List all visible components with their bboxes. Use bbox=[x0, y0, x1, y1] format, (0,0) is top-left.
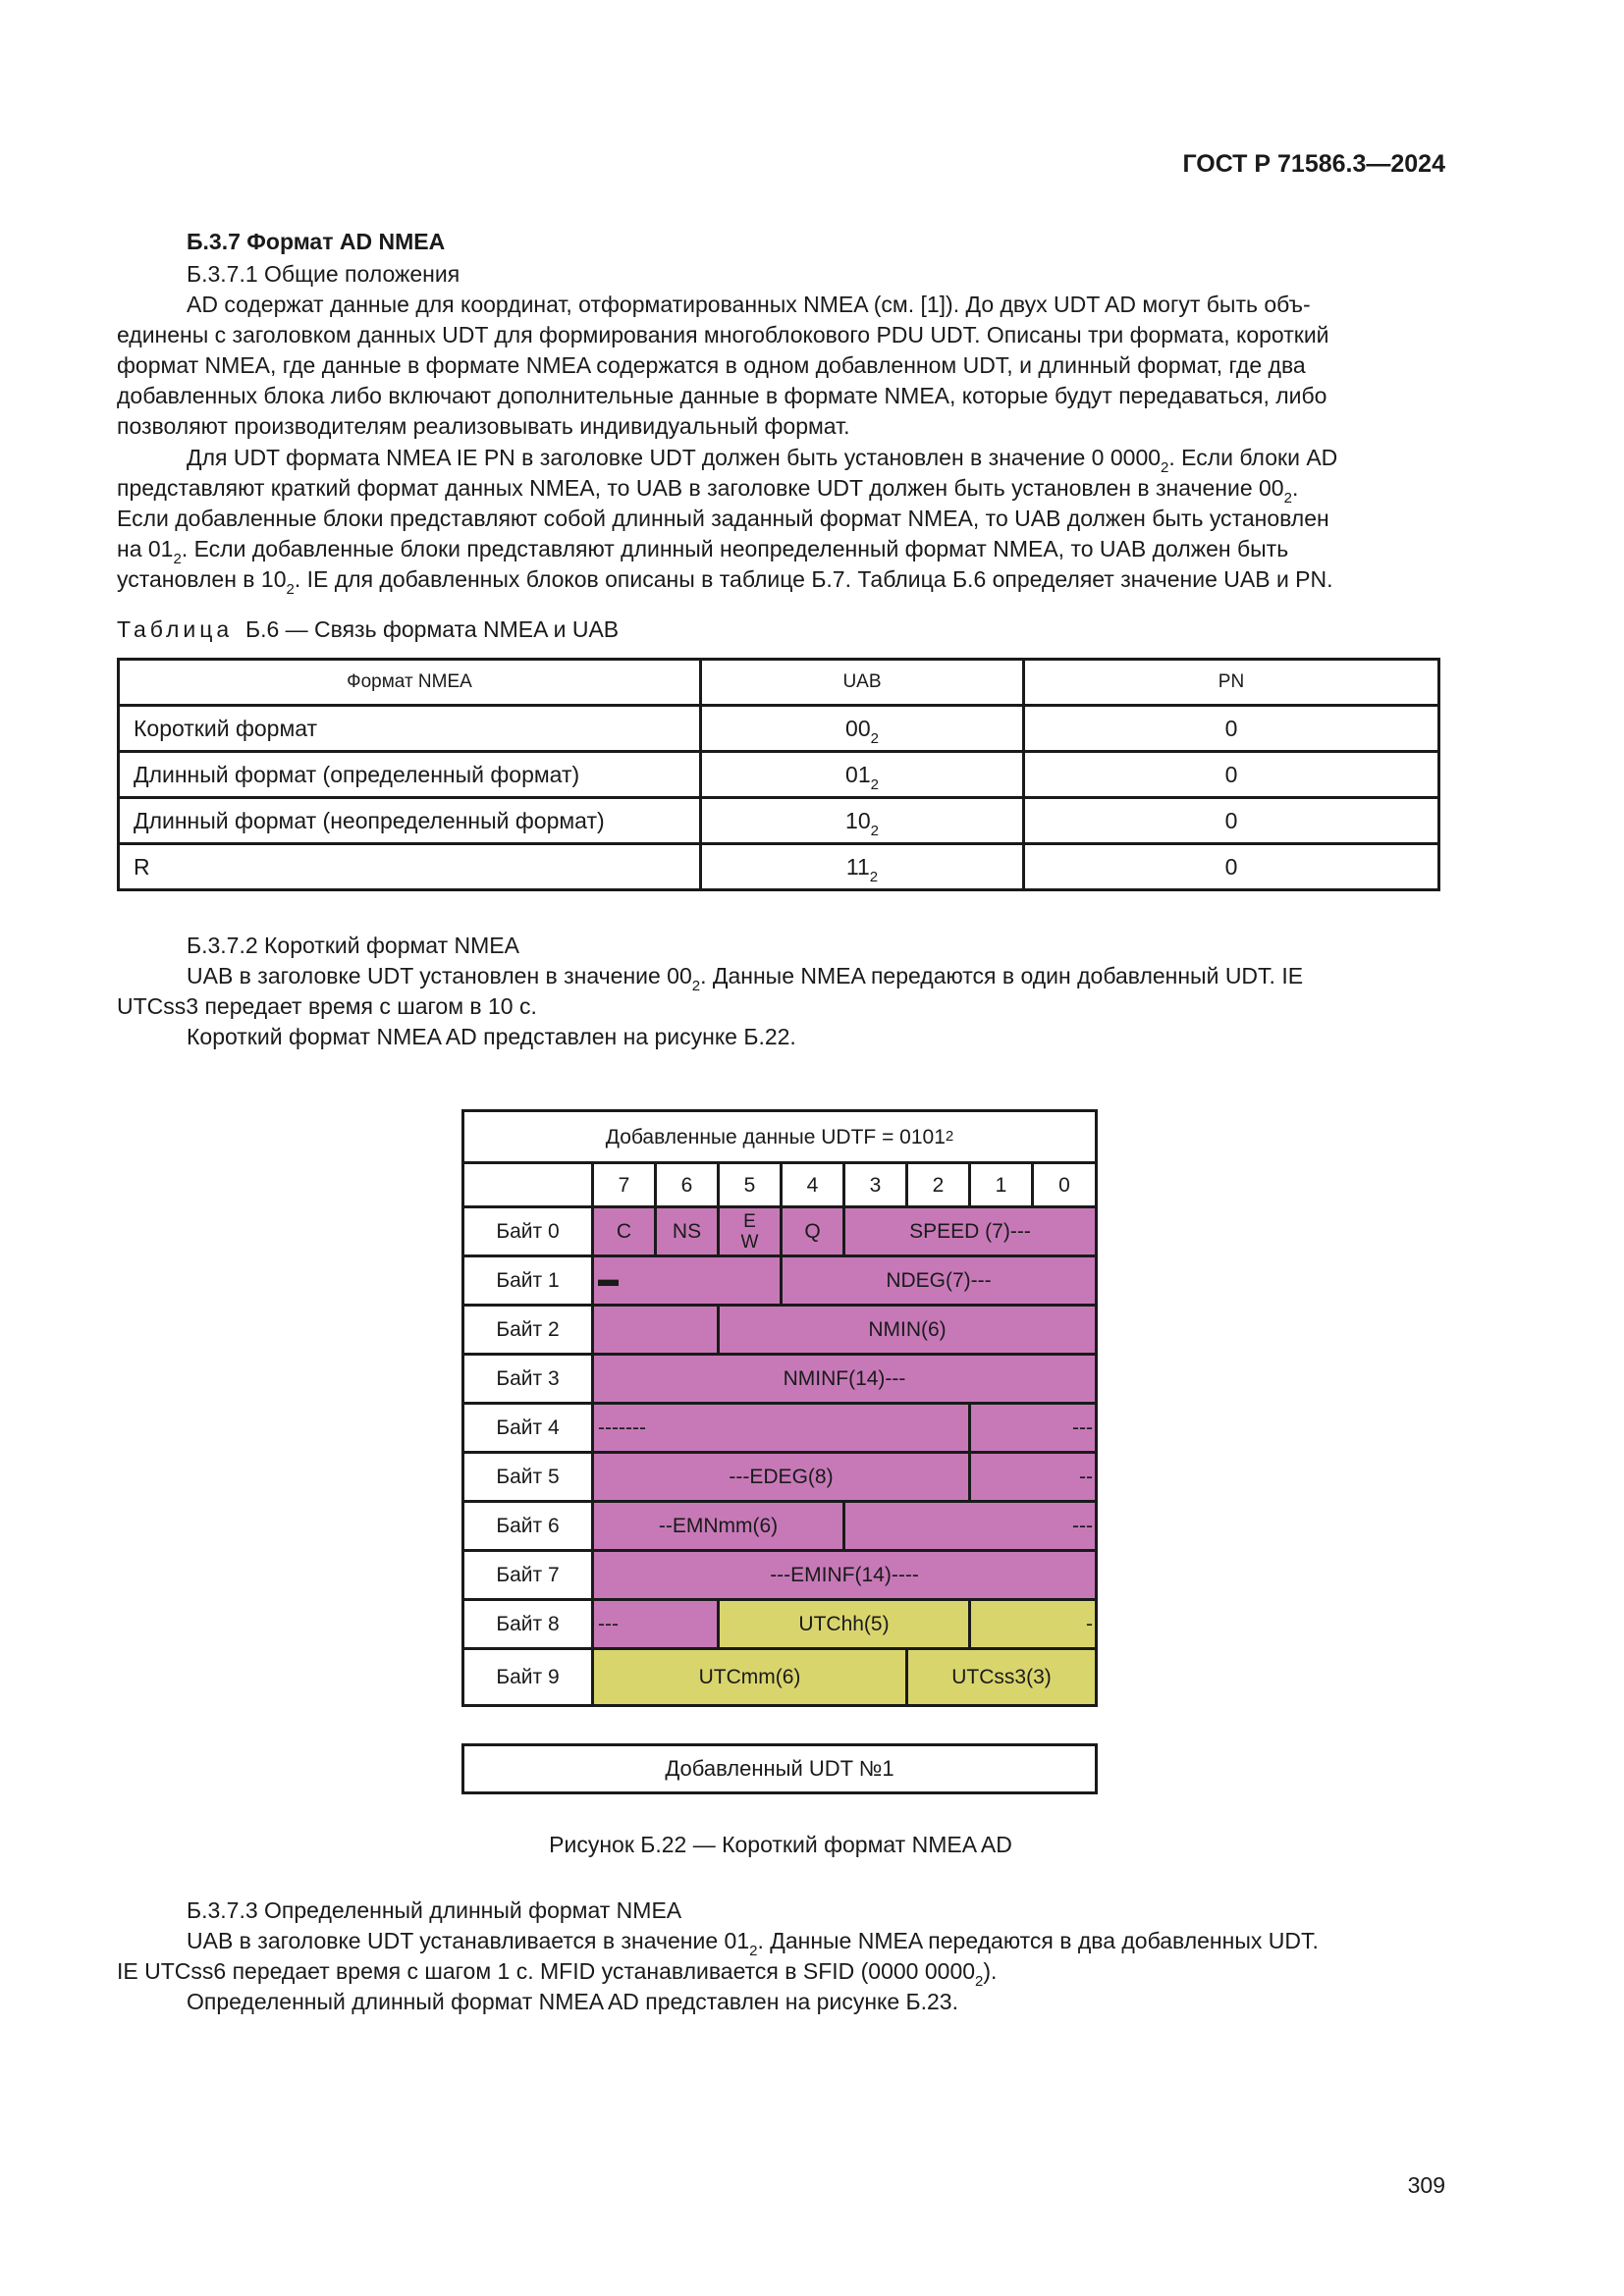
byte-label: Байт 0 bbox=[461, 1205, 594, 1257]
bit-header-blank bbox=[461, 1161, 594, 1208]
field-q: Q bbox=[780, 1205, 845, 1257]
field-utchh: UTChh(5) bbox=[717, 1598, 971, 1650]
subsection-title-3: Б.3.7.3 Определенный длинный формат NMEA bbox=[187, 1897, 682, 1923]
field-utcmm-start: - bbox=[968, 1598, 1098, 1650]
cell-format: Длинный формат (неопределенный формат) bbox=[119, 798, 701, 844]
table-caption-text: Б.6 — Связь формата NMEA и UAB bbox=[244, 616, 620, 642]
cell-uab: $10_2$ bbox=[701, 798, 1024, 844]
field-ndeg: NDEG(7)--- bbox=[780, 1255, 1098, 1307]
field-ndeg-continuation: ▬ bbox=[591, 1255, 783, 1307]
subsection-title-1: Б.3.7.1 Общие положения bbox=[187, 261, 460, 287]
field-eminf-cont: --- bbox=[591, 1598, 720, 1650]
subsection-title-2: Б.3.7.2 Короткий формат NMEA bbox=[187, 933, 519, 958]
field-nminf: NMINF(14)--- bbox=[591, 1353, 1098, 1405]
cell-format: R bbox=[119, 844, 701, 890]
field-utcss3: UTCss3(3) bbox=[905, 1647, 1098, 1707]
p3-line: Короткий формат NMEA AD представлен на рисунке Б.22. bbox=[187, 1024, 796, 1049]
nmea-short-format-figure bbox=[461, 1109, 1098, 1707]
field-utcmm: UTCmm(6) bbox=[591, 1647, 908, 1707]
p2-line: на $01_2$. Если добавленные блоки представляют длинный неопределенный формат NMEA, то UAB должен быть bbox=[117, 536, 1289, 567]
bit-2: 2 bbox=[905, 1161, 971, 1208]
byte-label: Байт 1 bbox=[461, 1255, 594, 1307]
byte-label: Байт 7 bbox=[461, 1549, 594, 1601]
table-row bbox=[119, 844, 1439, 890]
table-header-row bbox=[119, 660, 1439, 706]
field-ndeg-tail bbox=[591, 1304, 720, 1356]
bit-1: 1 bbox=[968, 1161, 1034, 1208]
paragraph-1 bbox=[117, 290, 1438, 442]
byte-label: Байт 3 bbox=[461, 1353, 594, 1405]
byte-label: Байт 5 bbox=[461, 1451, 594, 1503]
cell-pn: 0 bbox=[1024, 798, 1439, 844]
field-c: C bbox=[591, 1205, 657, 1257]
field-emnmm-start: -- bbox=[968, 1451, 1098, 1503]
cell-uab: $01_2$ bbox=[701, 752, 1024, 798]
page-number: 309 bbox=[1407, 2172, 1445, 2198]
p2-line: Если добавленные блоки представляют собой длинный заданный формат NMEA, то UAB должен быть установлен bbox=[117, 506, 1329, 531]
table-caption bbox=[117, 616, 619, 643]
byte-label: Байт 4 bbox=[461, 1402, 594, 1454]
cell-format: Длинный формат (определенный формат) bbox=[119, 752, 701, 798]
p3-line: UAB в заголовке UDT установлен в значение $00_2$. Данные NMEA передаются в один добавленный UDT. IE bbox=[187, 963, 1304, 994]
p1-line: добавленных блока либо включают дополнительные данные в формате NMEA, которые будут передаваться, либо bbox=[117, 383, 1327, 408]
field-ns: NS bbox=[654, 1205, 720, 1257]
field-edeg-start: --- bbox=[968, 1402, 1098, 1454]
cell-pn: 0 bbox=[1024, 844, 1439, 890]
cell-format: Короткий формат bbox=[119, 706, 701, 752]
cell-pn: 0 bbox=[1024, 706, 1439, 752]
p2-line: Для UDT формата NMEA IE PN в заголовке UDT должен быть установлен в значение 0 $0000_2$. Если блоки AD bbox=[187, 445, 1338, 476]
nmea-uab-table bbox=[117, 658, 1440, 891]
p4-line: Определенный длинный формат NMEA AD представлен на рисунке Б.23. bbox=[187, 1989, 958, 2014]
table-row bbox=[119, 752, 1439, 798]
field-nminf-cont: ------- bbox=[591, 1402, 971, 1454]
document-header: ГОСТ Р 71586.3—2024 bbox=[1182, 150, 1445, 178]
field-eminf-start: --- bbox=[842, 1500, 1098, 1552]
field-eminf: ---EMINF(14)---- bbox=[591, 1549, 1098, 1601]
header-format: Формат NMEA bbox=[119, 660, 701, 706]
p2-line: представляют краткий формат данных NMEA, то UAB в заголовке UDT должен быть установлен в значение $00_2$. bbox=[117, 475, 1299, 507]
bit-6: 6 bbox=[654, 1161, 720, 1208]
table-row bbox=[119, 798, 1439, 844]
field-edeg: ---EDEG(8) bbox=[591, 1451, 971, 1503]
byte-label: Байт 6 bbox=[461, 1500, 594, 1552]
p3-line: UTCss3 передает время с шагом в 10 с. bbox=[117, 993, 537, 1019]
field-nmin: NMIN(6) bbox=[717, 1304, 1098, 1356]
p1-line: формат NMEA, где данные в формате NMEA содержатся в одном добавленном UDT, и длинный формат, где два bbox=[117, 352, 1306, 378]
table-row bbox=[119, 706, 1439, 752]
header-uab: UAB bbox=[701, 660, 1024, 706]
p1-line: позволяют производителям реализовывать индивидуальный формат. bbox=[117, 413, 850, 439]
bit-0: 0 bbox=[1031, 1161, 1098, 1208]
p4-line: IE UTCss6 передает время с шагом 1 с. MFID устанавливается в SFID (0000 $0000_2$). bbox=[117, 1958, 998, 1990]
figure-caption: Рисунок Б.22 — Короткий формат NMEA AD bbox=[549, 1832, 1012, 1857]
figure-title: Добавленные данные UDTF = 0101 2 bbox=[461, 1109, 1098, 1164]
bit-5: 5 bbox=[717, 1161, 783, 1208]
field-emnmm: --EMNmm(6) bbox=[591, 1500, 845, 1552]
table-caption-word: Таблица bbox=[117, 616, 234, 642]
p4-line: UAB в заголовке UDT устанавливается в значение $01_2$. Данные NMEA передаются в два добавленных UDT. bbox=[187, 1928, 1319, 1959]
byte-label: Байт 2 bbox=[461, 1304, 594, 1356]
byte-label: Байт 9 bbox=[461, 1647, 594, 1707]
cell-uab: $11_2$ bbox=[701, 844, 1024, 890]
cell-uab: $00_2$ bbox=[701, 706, 1024, 752]
byte-label: Байт 8 bbox=[461, 1598, 594, 1650]
field-speed: SPEED (7)--- bbox=[842, 1205, 1098, 1257]
header-pn: PN bbox=[1024, 660, 1439, 706]
p1-line: AD содержат данные для координат, отформатированных NMEA (см. [1]). До двух UDT AD могут быть объ- bbox=[187, 292, 1311, 317]
section-title: Б.3.7 Формат AD NMEA bbox=[187, 229, 446, 254]
bit-4: 4 bbox=[780, 1161, 845, 1208]
p2-line: установлен в $10_2$. IE для добавленных блоков описаны в таблице Б.7. Таблица Б.6 определяет значение UAB и PN. bbox=[117, 566, 1333, 598]
paragraph-2 bbox=[117, 443, 1438, 598]
paragraph-4 bbox=[117, 1926, 1438, 2017]
bit-7: 7 bbox=[591, 1161, 657, 1208]
p1-line: единены с заголовком данных UDT для формирования многоблокового PDU UDT. Описаны три формата, короткий bbox=[117, 322, 1329, 347]
paragraph-3 bbox=[117, 961, 1438, 1052]
field-ew: E W bbox=[717, 1205, 783, 1257]
bit-3: 3 bbox=[842, 1161, 908, 1208]
cell-pn: 0 bbox=[1024, 752, 1439, 798]
udt-label-box: Добавленный UDT №1 bbox=[461, 1743, 1098, 1794]
